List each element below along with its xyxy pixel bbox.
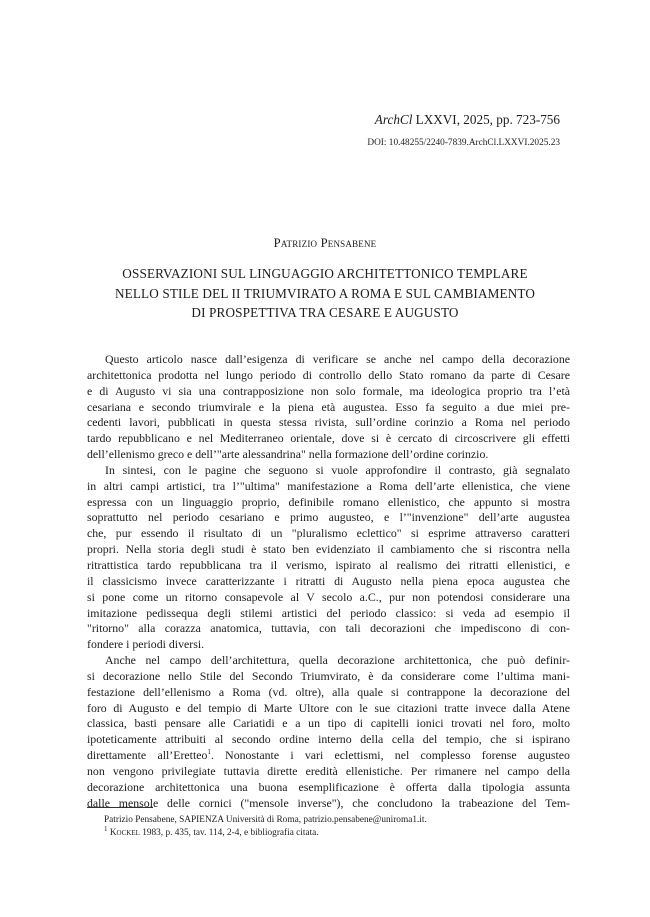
footnote-marker: 1 xyxy=(104,825,108,834)
volume-pages: LXXVI, 2025, pp. 723-756 xyxy=(412,112,560,127)
title-line: DI PROSPETTIVA TRA CESARE E AUGUSTO xyxy=(191,305,459,321)
author-affiliation-note: Patrizio Pensabene, SAPIENZA Università di Roma, patrizio.pensabene@uniroma1.it. xyxy=(104,815,427,825)
text-line: ritrattistica tardo repubblicana tra il verismo, ispirato al realismo dei ritratti ellenistici, e xyxy=(87,557,570,572)
footnote-text: 1983, p. 435, tav. 114, 2-4, e bibliografia citata. xyxy=(139,828,319,839)
text-line: si pone come un ritorno consapevole al V secolo a.C., pur non potendosi considerare una xyxy=(87,589,570,604)
text-line: In sintesi, con le pagine che seguono si vuole approfondire il contrasto, già segnalato xyxy=(105,462,570,477)
footnote-1 xyxy=(87,827,570,840)
footnotes xyxy=(87,814,570,840)
text-line: foro di Augusto e del tempio di Marte Ultore con le sue citazioni tratte invece dalla Atene xyxy=(87,700,570,715)
paragraph-1 xyxy=(87,352,570,463)
text-line: il classicismo invece caratterizzante i ritratti di Augusto nella piena epoca augustea che xyxy=(87,573,570,588)
text-line: classica, basti pensare alle Cariatidi e a un tipo di capitelli ionici trovati nel foro, molto xyxy=(87,716,570,731)
text-line: in altri campi artistici, tra l’"ultima" manifestazione a Roma dell’arte ellenistica, che viene xyxy=(87,478,570,493)
paragraph-3 xyxy=(87,653,570,811)
text-line: ipoteticamente attribuiti al secondo ordine interno della cella del tempio, che si ispirano xyxy=(87,732,570,747)
text-line: Questo articolo nasce dall’esigenza di verificare se anche nel campo della decorazione xyxy=(105,352,570,366)
text-line: propri. Nella storia degli studi è stato ben evidenziato il cambiamento che si riscontra nella xyxy=(87,542,570,557)
journal-reference xyxy=(375,112,560,128)
text-line: Anche nel campo dell’architettura, quella decorazione architettonica, che può definir- xyxy=(105,653,570,668)
text-line: cesariana e secondo triumvirale e la piena età augustea. Esso fa seguito a due miei pre- xyxy=(87,399,570,414)
article-title xyxy=(80,264,570,323)
title-line: NELLO STILE DEL II TRIUMVIRATO A ROMA E SUL CAMBIAMENTO xyxy=(114,285,536,301)
paragraph-2 xyxy=(87,463,570,653)
text-line: decorazione architettonica una buona esemplificazione è offerta dalla tipologia assunta xyxy=(87,779,570,794)
text-line: dell’ellenismo greco e dell’"arte alessandrina" nella formazione dell’ordine corinzio. xyxy=(87,447,489,462)
text-line: e di Augusto vi sia una contrapposizione non solo formale, ma ideologica proprio tra l’età xyxy=(87,383,570,398)
author-name: Patrizio Pensabene xyxy=(273,236,377,250)
text-line: fondere i periodi diversi. xyxy=(87,637,205,652)
text-line: architettonica prodotta nel lungo periodo di controllo dello Stato romano da parte di Cesare xyxy=(87,367,570,382)
text-segment: direttamente all’Eretteo xyxy=(87,748,208,763)
text-line: che, pur essendo il risultato di un "pluralismo eclettico" si esprime attraverso caratteri xyxy=(87,526,570,541)
text-line: tardo repubblicano e nel Mediterraneo orientale, dove si è cercato di circoscrivere gli effetti xyxy=(87,431,570,446)
text-line: imitazione pedissequa degli stilemi artistici del periodo classico: si veda ad esempio il xyxy=(87,605,570,620)
text-line: dalle mensole delle cornici ("mensole inverse"), che concludono la trabeazione del Tem- xyxy=(87,795,570,810)
footnote-ref-1[interactable]: 1 xyxy=(207,748,211,757)
article-body xyxy=(87,352,570,811)
text-line: non vengono privilegiate tuttavia dirette eredità ellenistiche. Per rimanere nel campo della xyxy=(87,763,570,778)
text-line: espressa con un linguaggio proprio, definibile romano ellenistico, che appunto si mostra xyxy=(87,494,570,509)
doi: DOI: 10.48255/2240-7839.ArchCl.LXXVI.2025.23 xyxy=(367,138,560,148)
text-line: "ritorno" alla corazza anatomica, tuttavia, con tali decorazioni che impediscono di con- xyxy=(87,621,570,636)
text-line: si decorazione nello Stile del Secondo Triumvirato, è da considerare come l’ultima mani- xyxy=(87,668,570,683)
text-segment: . Nonostante i vari eclettismi, nel complesso forense augusteo xyxy=(210,748,570,763)
text-line: cedenti lavori, pubblicati in questa stessa rivista, sull’ordine corinzio a Roma nel periodo xyxy=(87,415,570,430)
footnote-separator xyxy=(87,807,153,808)
title-line: OSSERVAZIONI SUL LINGUAGGIO ARCHITETTONICO TEMPLARE xyxy=(122,266,528,281)
cited-author: Kockel xyxy=(109,828,140,839)
text-line: festazione dell’ellenismo a Roma (vd. oltre), alla quale si contrappone la decorazione del xyxy=(87,684,570,699)
text-line-with-note xyxy=(87,748,570,764)
text-line: soprattutto nel periodo cesariano e primo augusteo, e l’"invenzione" dell’arte augustea xyxy=(87,510,570,525)
journal-name: ArchCl xyxy=(374,112,413,127)
